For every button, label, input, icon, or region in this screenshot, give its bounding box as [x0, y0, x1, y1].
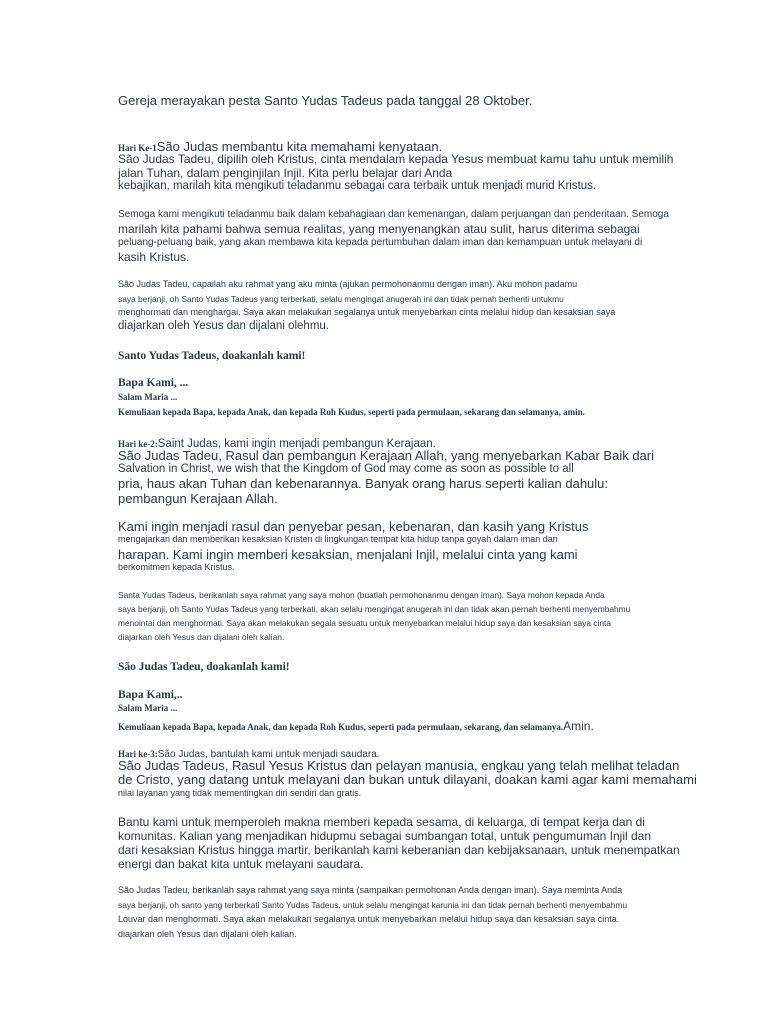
day3-p2-line: komunitas. Kalian yang menjadikan hidupmu sebagai sumbangan total, untuk pengumuman Injil dan: [118, 829, 652, 843]
day2-amin: Amin.: [563, 719, 594, 733]
day2-gloria: Kemuliaan kepada Bapa, kepada Anak, dan kepada Roh Kudus, seperti pada permulaan, sekarang, dan selamanya.: [118, 722, 564, 732]
day2-p3-line: saya berjanji, oh Santo Yudas Tadeus yang terberkati, akan selalu mengingat anugerah ini dan tidak akan pernah berhenti menyembahmu: [118, 604, 631, 614]
day2-p1-line: São Judas Tadeu, Rasul dan pembangun Kerajaan Allah, yang menyebarkan Kabar Baik dari: [118, 448, 655, 463]
day1-salam-maria: Salam Maria ...: [118, 392, 178, 402]
day3-p3-line: Louvar dan menghormati. Saya akan melakukan segalanya untuk menyebarkan melalui hidup saya dan kesaksian saya cinta.: [118, 914, 620, 924]
day2-bapa-kami: Bapa Kami,..: [118, 689, 183, 701]
day1-p1-line: kebajikan, marilah kita mengikuti teladanmu sebagai cara terbaik untuk menjadi murid Kristus.: [118, 180, 597, 192]
day3-heading: São Judas, bantulah kami untuk menjadi saudara.: [157, 749, 380, 760]
day2-p2-line: Kami ingin menjadi rasul dan penyebar pesan, kebenaran, dan kasih yang Kristus: [118, 519, 589, 534]
day1-p3-line: saya berjanji, oh Santo Yudas Tadeus yang terberkati, selalu mengingat anugerah ini dan tidak pernah berhenti untukmu: [118, 294, 564, 304]
day1-p2-line: Semoga kami mengikuti teladanmu baik dalam kebahagiaan dan kemenangan, dalam perjuangan dan penderitaan. Semoga: [118, 209, 669, 220]
day3-p3-line: saya berjanji, oh santo yang terberkati Santo Yudas Tadeus, untuk selalu mengingat karunia ini dan tidak pernah berhenti menyembahmu: [118, 900, 628, 910]
day3-p3-line: diajarkan oleh Yesus dan dijalani oleh kalian.: [118, 929, 297, 939]
day1-prayer-invocation: Santo Yudas Tadeus, doakanlah kami!: [118, 350, 306, 362]
day1-p3-line: menghormati dan menghargai. Saya akan melakukan segalanya untuk menyebarkan cinta melalui hidup dan kesaksian saya: [118, 307, 616, 317]
day3-p2-line: energi dan bakat kita untuk melayani saudara.: [118, 857, 364, 871]
day2-heading: Saint Judas, kami ingin menjadi pembangun Kerajaan.: [157, 438, 436, 450]
day1-label: Hari Ke-1: [118, 143, 157, 153]
day1-p2-line: kasih Kristus.: [118, 250, 190, 264]
day3-p2-line: dari kesaksian Kristus hingga martir, berikanlah kami keberanian dan kebijaksanaan, untuk menempatkan: [118, 843, 680, 857]
day2-p2-line: berkomitmen kepada Kristus.: [118, 562, 235, 572]
day3-p1-line: de Cristo, yang datang untuk melayani dan bukan untuk dilayani, doakan kami agar kami memahami: [118, 772, 697, 787]
day1-heading: São Judas membantu kita memahami kenyataan.: [156, 139, 443, 154]
day1-p3-line: diajarkan oleh Yesus dan dijalani olehmu.: [118, 320, 329, 332]
day2-gloria-line: [118, 717, 594, 735]
day1-p2-line: peluang-peluang baik, yang akan membawa kita kepada pertumbuhan dalam iman dan kemampuan untuk melayani di: [118, 237, 643, 248]
day2-salam-maria: Salam Maria ...: [118, 703, 178, 713]
day2-p3-line: menointai dan menghormati. Saya akan melakukan segala sesuatu untuk menyebarkan melalui hidup saya dan kesaksian saya cinta: [118, 618, 612, 628]
day3-label: Hari ke-3:: [118, 749, 158, 759]
day2-p2-line: harapan. Kami ingin memberi kesaksian, menjalani Injil, melalui cinta yang kami: [118, 547, 578, 562]
day3-p1-line: nilai layanan yang tidak mementingkan diri sendiri dan gratis.: [118, 788, 362, 798]
day3-p2-line: Bantu kami untuk memperoleh makna memberi kepada sesama, di keluarga, di tempat kerja dan di: [118, 815, 645, 829]
day2-p3-line: diajarkan oleh Yesus dan dijalani oleh kalian.: [118, 632, 285, 642]
day3-p3-line: São Judas Tadeu, berikanlah saya rahmat yang saya minta (sampaikan permohonan Anda dengan iman). Saya meminta Anda: [118, 885, 623, 895]
day2-label: Hari ke-2:: [118, 439, 158, 449]
day2-p3-line: Santa Yudas Tadeus, berikanlah saya rahmat yang saya mohon (buatlah permohonanmu dengan iman). Saya mohon kepada Anda: [118, 590, 605, 600]
day2-p1-line: pria, haus akan Tuhan dan kebenarannya. Banyak orang harus seperti kalian dahulu:: [118, 476, 609, 491]
day2-prayer-invocation: São Judas Tadeu, doakanlah kami!: [118, 661, 290, 673]
day1-gloria: Kemuliaan kepada Bapa, kepada Anak, dan kepada Roh Kudus, seperti pada permulaan, sekarang dan selamanya, amin.: [118, 407, 585, 417]
day2-p1-line: Salvation in Christ, we wish that the Kingdom of God may come as soon as possible to all: [118, 463, 574, 475]
day3-p1-line: São Judas Tadeus, Rasul Yesus Kristus dan pelayan manusia, engkau yang telah melihat teladan: [118, 758, 680, 773]
day1-p1-line: São Judas Tadeu, dipilih oleh Kristus, cinta mendalam kepada Yesus membuat kamu tahu untuk memilih: [118, 152, 674, 166]
day1-p1-line: jalan Tuhan, dalam penginjilan Injil. Kita perlu belajar dari Anda: [118, 166, 453, 180]
day1-p2-line: marilah kita pahami bahwa semua realitas, yang menyenangkan atau sulit, harus diterima sebagai: [118, 222, 640, 236]
day1-bapa-kami: Bapa Kami, ...: [118, 377, 189, 389]
intro-line: Gereja merayakan pesta Santo Yudas Tadeus pada tanggal 28 Oktober.: [118, 93, 533, 108]
day2-p1-line: pembangun Kerajaan Allah.: [118, 491, 278, 506]
day1-p3-line: São Judas Tadeu, capailah aku rahmat yang aku minta (ajukan permohonanmu dengan iman). Aku mohon padamu: [118, 279, 578, 289]
day2-p2-line: mengajarkan dan memberikan kesaksian Kristen di lingkungan tempat kita hidup tanpa goyah dalam iman dan: [118, 534, 558, 544]
